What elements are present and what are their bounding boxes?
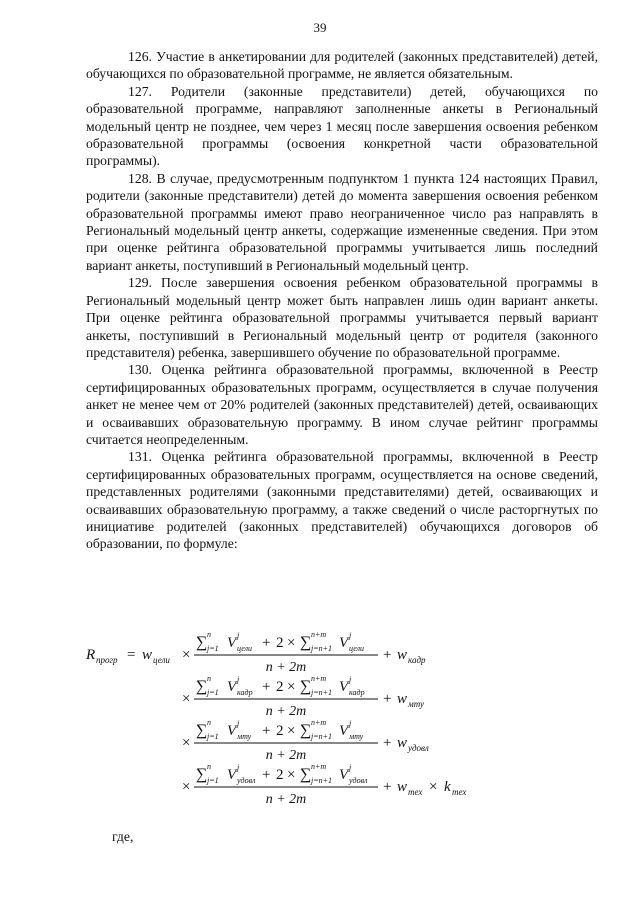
times-sign: × — [182, 647, 191, 663]
v-symbol-2: V — [339, 723, 349, 739]
v-sub-2: кадр — [349, 688, 365, 697]
w-next-sub: удовл — [408, 743, 429, 753]
times-sign-inner: × — [287, 767, 296, 783]
sum-upper: n — [207, 674, 211, 683]
sum-sign: ∑ — [196, 722, 208, 739]
v-symbol: V — [227, 679, 237, 695]
two: 2 — [276, 679, 284, 695]
k-symbol: k — [444, 779, 451, 795]
v-sup: j — [237, 675, 240, 684]
sum-lower: j=1 — [207, 732, 219, 741]
plus-sign: + — [262, 679, 271, 695]
plus-sign: + — [262, 635, 271, 651]
times-sign: × — [182, 735, 191, 751]
page-number: 39 — [313, 20, 327, 35]
w-next: w — [397, 779, 408, 795]
v-sup-2: j — [349, 763, 352, 772]
sum-upper-2: n+m — [311, 674, 327, 683]
formula-lhs: R — [86, 647, 96, 663]
formula-equals: = — [127, 647, 136, 663]
plus-sign: + — [262, 767, 271, 783]
v-sub-2: цели — [349, 644, 365, 653]
times-sign-inner: × — [287, 723, 296, 739]
times-sign-inner: × — [287, 679, 296, 695]
times-sign: × — [182, 691, 191, 707]
two: 2 — [276, 767, 284, 783]
formula-w-first: w — [142, 647, 153, 663]
v-sub: цели — [237, 644, 253, 653]
plus-next: + — [383, 647, 392, 663]
v-symbol: V — [227, 767, 237, 783]
sum-lower-2: j=n+1 — [311, 688, 333, 697]
v-sub: удовл — [237, 776, 256, 785]
paragraph-130: 130. Оценка рейтинга образовательной программы, включенной в Реестр сертифицированных образовательных программ, осуществляется в случае получения анкет не менее чем от 20% родителей (законных представителей) детей, осваивающих и осваивавших образовательную программу. В ином случае рейтинг программы считается неопределенным. — [86, 362, 598, 447]
sum-sign-2: ∑ — [300, 634, 312, 651]
formula-term-4 — [182, 762, 466, 807]
denominator: n + 2m — [265, 748, 307, 763]
sum-lower-2: j=n+1 — [311, 644, 333, 653]
v-sup-2: j — [349, 675, 352, 684]
w-next: w — [397, 647, 408, 663]
sum-upper: n — [207, 762, 211, 771]
plus-sign: + — [262, 723, 271, 739]
two: 2 — [276, 635, 284, 651]
denominator: n + 2m — [265, 660, 307, 675]
sum-lower: j=1 — [207, 776, 219, 785]
plus-next: + — [383, 735, 392, 751]
v-sub: кадр — [237, 688, 253, 697]
sum-upper-2: n+m — [311, 718, 327, 727]
sum-upper-2: n+m — [311, 630, 327, 639]
formula-term-2 — [182, 674, 424, 719]
sum-sign-2: ∑ — [300, 722, 312, 739]
formula-term-3 — [182, 718, 429, 763]
sum-upper: n — [207, 630, 211, 639]
w-next-sub: кадр — [408, 655, 426, 665]
times-sign-inner: × — [287, 635, 296, 651]
sum-lower-2: j=n+1 — [311, 732, 333, 741]
v-sup: j — [237, 631, 240, 640]
sum-sign: ∑ — [196, 634, 208, 651]
w-next-sub: мту — [408, 699, 425, 709]
sum-sign-2: ∑ — [300, 766, 312, 783]
where-label: где, — [112, 829, 134, 844]
denominator: n + 2m — [265, 792, 307, 807]
rating-formula — [86, 625, 598, 815]
sum-upper-2: n+m — [311, 762, 327, 771]
v-sup-2: j — [349, 631, 352, 640]
times-sign: × — [182, 779, 191, 795]
paragraph-126: 126. Участие в анкетировании для родителей (законных представителей) детей, обучающихся по образовательной программе, не является обязательным. — [86, 49, 598, 82]
sum-upper: n — [207, 718, 211, 727]
w-next: w — [397, 735, 408, 751]
v-symbol-2: V — [339, 679, 349, 695]
sum-sign-2: ∑ — [300, 678, 312, 695]
v-sup-2: j — [349, 719, 352, 728]
v-sub-2: удовл — [349, 776, 368, 785]
k-sub: тех — [452, 787, 467, 797]
text-block — [86, 48, 598, 553]
formula-term-1 — [182, 630, 426, 675]
sum-lower: j=1 — [207, 688, 219, 697]
formula-svg — [86, 625, 598, 815]
sum-sign: ∑ — [196, 766, 208, 783]
v-symbol: V — [227, 723, 237, 739]
two: 2 — [276, 723, 284, 739]
v-sub-2: мту — [349, 732, 364, 741]
v-sub: мту — [237, 732, 252, 741]
paragraph-129: 129. После завершения освоения ребенком образовательной программы в Региональный модельный центр может быть направлен лишь один вариант анкеты. При оценке рейтинга образовательной программы учитывается первый вариант анкеты, поступивший в Региональный модельный центр от родителя (законного представителя) ребенка, завершившего обучение по образовательной программе. — [86, 275, 598, 360]
plus-next: + — [383, 691, 392, 707]
v-sup: j — [237, 719, 240, 728]
sum-lower-2: j=n+1 — [311, 776, 333, 785]
v-symbol-2: V — [339, 635, 349, 651]
v-symbol: V — [227, 635, 237, 651]
formula-w-first-sub: цели — [153, 655, 170, 665]
v-symbol-2: V — [339, 767, 349, 783]
w-next: w — [397, 691, 408, 707]
plus-next: + — [383, 779, 392, 795]
paragraph-131: 131. Оценка рейтинга образовательной программы, включенной в Реестр сертифицированных образовательных программ, осуществляется на основе сведений, представленных родителями (законными представителями) детей, осваивающих и осваивавших образовательную программу, а также сведений о числе расторгнутых по инициативе родителей (законных представителей) обучающихся договоров об образовании, по формуле: — [86, 449, 598, 552]
times-k: × — [429, 779, 438, 795]
sum-lower: j=1 — [207, 644, 219, 653]
sum-sign: ∑ — [196, 678, 208, 695]
w-next-sub: тех — [408, 787, 423, 797]
denominator: n + 2m — [265, 704, 307, 719]
formula-lhs-sub: прогр — [96, 655, 118, 665]
v-sup: j — [237, 763, 240, 772]
paragraph-128: 128. В случае, предусмотренным подпунктом 1 пункта 124 настоящих Правил, родители (законные представители) детей до момента завершения освоения ребенком образовательной программы имеют право неограниченное число раз направлять в Региональный модельный центр анкеты, содержащие измененные сведения. При этом при оценке рейтинга образовательной программы учитывается лишь последний вариант анкеты, поступивший в Региональный модельный центр. — [86, 170, 598, 273]
paragraph-127: 127. Родители (законные представители) детей, обучающихся по образовательной программе, направляют заполненные анкеты в Региональный модельный центр не позднее, чем через 1 месяц после завершения освоения ребенком образовательной программы (освоения конкретной части образовательной программы). — [86, 83, 598, 169]
